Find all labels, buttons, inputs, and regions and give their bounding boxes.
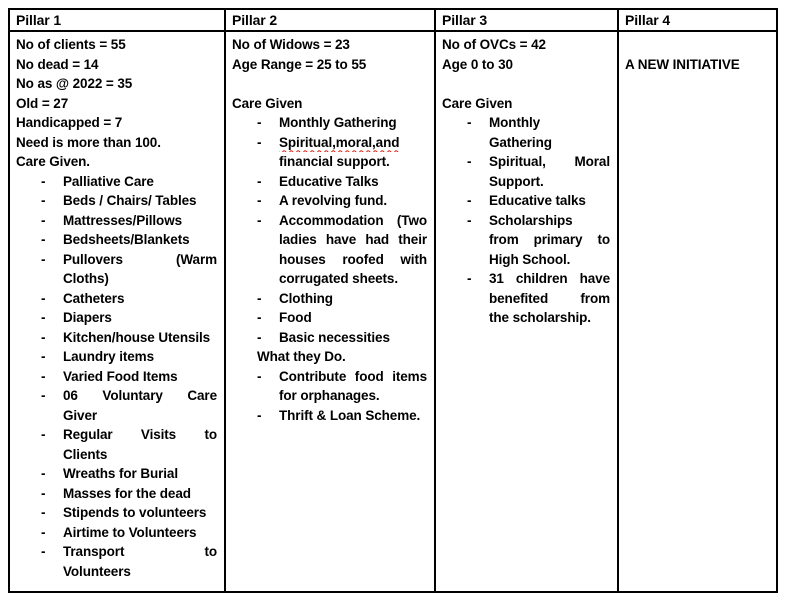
bullet-item: [232, 406, 427, 426]
bullet-item: [232, 211, 427, 289]
bullet-line: Monthly: [489, 115, 541, 130]
bullet-item: [16, 328, 217, 348]
bullet-line: Masses for the dead: [63, 485, 191, 501]
bullet-line: Scholarships: [489, 212, 573, 228]
column-header: Pillar 3: [436, 10, 617, 32]
bullet-marker: -: [41, 212, 46, 228]
bullet-item: [232, 113, 427, 133]
bullet-line: Airtime to Volunteers: [63, 524, 197, 540]
bullet-line: 31 children have: [489, 271, 610, 286]
bullet-line: financial support.: [279, 154, 390, 169]
bullet-marker: -: [467, 271, 472, 286]
bullet-line: Contribute food items: [279, 368, 427, 384]
text-line: Old = 27: [16, 95, 69, 111]
bullet-item: [232, 191, 427, 211]
text-line: Age Range = 25 to 55: [232, 56, 367, 72]
bullet-line: Regular Visits to: [63, 427, 217, 442]
bullet-item: [232, 289, 427, 309]
bullet-line: Transport to: [63, 544, 217, 559]
bullet-item: [442, 113, 610, 152]
column-header: Pillar 2: [226, 10, 434, 32]
bullet-marker: -: [41, 524, 46, 540]
bullet-line: Beds / Chairs/ Tables: [63, 193, 197, 208]
column-header: Pillar 1: [10, 10, 224, 32]
text-line: Care Given.: [16, 154, 90, 169]
bullet-marker: -: [41, 388, 46, 403]
bullet-line: Spiritual, Moral: [489, 154, 610, 169]
bullet-line: for orphanages.: [279, 388, 380, 403]
bullet-line: Accommodation (Two: [279, 212, 427, 228]
bullet-line: Cloths): [63, 271, 109, 286]
bullet-marker: -: [41, 251, 46, 267]
column-body: [10, 32, 224, 591]
pillar-column-2: [226, 10, 436, 591]
bullet-marker: -: [41, 544, 46, 559]
bullet-marker: -: [41, 368, 46, 384]
bullet-marker: -: [257, 134, 262, 150]
bullet-line: from primary to: [489, 232, 610, 247]
text-line: Care Given: [442, 95, 513, 111]
bullet-item: [16, 464, 217, 484]
bullet-line: Catheters: [63, 290, 125, 306]
bullet-line: Educative talks: [489, 193, 586, 208]
bullet-item: [16, 347, 217, 367]
bullet-item: [16, 386, 217, 425]
pillar-table: [8, 8, 778, 593]
bullet-line: Stipends to volunteers: [63, 505, 207, 520]
bullet-line: Kitchen/house Utensils: [63, 329, 211, 345]
bullet-line: Educative Talks: [279, 173, 379, 189]
bullet-item: [442, 269, 610, 328]
bullet-marker: -: [257, 290, 262, 306]
bullet-item: [16, 542, 217, 581]
text-line: Need is more than 100.: [16, 134, 161, 150]
bullet-marker: -: [467, 193, 472, 208]
bullet-marker: -: [257, 407, 262, 423]
bullet-item: [232, 133, 427, 172]
text-line: No as @ 2022 = 35: [16, 76, 133, 91]
bullet-line: Bedsheets/Blankets: [63, 232, 190, 247]
bullet-item: [16, 230, 217, 250]
bullet-item: [16, 425, 217, 464]
blank-line: [625, 35, 769, 55]
bullet-marker: -: [257, 193, 262, 208]
bullet-marker: -: [41, 232, 46, 247]
bullet-marker: -: [41, 173, 46, 189]
column-body: [226, 32, 434, 591]
text-line: No dead = 14: [16, 56, 99, 72]
bullet-marker: -: [467, 115, 472, 130]
bullet-line: Wreaths for Burial: [63, 466, 178, 481]
pillar-column-1: [10, 10, 226, 591]
pillar-column-3: [436, 10, 619, 591]
bullet-line: houses roofed with: [279, 251, 427, 267]
bullet-marker: -: [41, 427, 46, 442]
bullet-marker: -: [257, 212, 262, 228]
bullet-item: [16, 191, 217, 211]
text-line: No of clients = 55: [16, 37, 126, 52]
bullet-marker: -: [41, 466, 46, 481]
bullet-line: Palliative Care: [63, 173, 154, 189]
bullet-line: ladies have had their: [279, 232, 427, 247]
bullet-item: [442, 211, 610, 270]
bullet-line: Volunteers: [63, 563, 131, 579]
column-body: [619, 32, 776, 591]
bullet-marker: -: [257, 115, 262, 130]
bullet-marker: -: [41, 485, 46, 501]
bullet-item: [16, 211, 217, 231]
misspelled-text: Spiritual,moral,and: [279, 134, 400, 150]
bullet-line: High School.: [489, 251, 571, 267]
bullet-item: [16, 523, 217, 543]
bullet-marker: -: [41, 290, 46, 306]
bullet-line: Clients: [63, 446, 108, 462]
bullet-marker: -: [257, 173, 262, 189]
bullet-line: Basic necessities: [279, 329, 390, 345]
bullet-line: A revolving fund.: [279, 193, 388, 208]
bullet-item: [16, 289, 217, 309]
bullet-item: [232, 328, 427, 348]
bullet-line: 06 Voluntary Care: [63, 388, 217, 403]
bullet-marker: -: [41, 349, 46, 364]
blank-line: [232, 74, 427, 94]
bullet-line: Varied Food Items: [63, 368, 178, 384]
bullet-line: benefited from: [489, 290, 610, 306]
text-line: Care Given: [232, 95, 303, 111]
bullet-item: [232, 308, 427, 328]
bullet-line: Diapers: [63, 310, 112, 325]
column-header: Pillar 4: [619, 10, 776, 32]
text-line: No of OVCs = 42: [442, 37, 546, 52]
bullet-marker: -: [257, 329, 262, 345]
blank-line: [442, 74, 610, 94]
bullet-item: [16, 503, 217, 523]
text-line: Age 0 to 30: [442, 56, 513, 72]
bullet-line: Mattresses/Pillows: [63, 212, 183, 228]
bullet-item: [232, 172, 427, 192]
bullet-marker: -: [41, 310, 46, 325]
bullet-marker: -: [41, 329, 46, 345]
bullet-item: [16, 172, 217, 192]
text-line: No of Widows = 23: [232, 37, 350, 52]
bullet-marker: -: [467, 212, 472, 228]
bullet-line: Giver: [63, 407, 98, 423]
bullet-item: [232, 367, 427, 406]
text-line: A NEW INITIATIVE: [625, 56, 740, 72]
text-line: Handicapped = 7: [16, 115, 123, 130]
bullet-item: [442, 191, 610, 211]
bullet-line: Monthly Gathering: [279, 115, 397, 130]
bullet-line: Thrift & Loan Scheme.: [279, 407, 421, 423]
subheading-line: What they Do.: [257, 349, 346, 364]
pillar-column-4: [619, 10, 776, 591]
bullet-line: Support.: [489, 173, 544, 189]
bullet-line: [279, 133, 427, 153]
bullet-line: Pullovers (Warm: [63, 251, 217, 267]
bullet-item: [16, 308, 217, 328]
bullet-marker: -: [257, 310, 262, 325]
bullet-marker: -: [467, 154, 472, 169]
bullet-marker: -: [41, 193, 46, 208]
bullet-line: corrugated sheets.: [279, 271, 398, 286]
bullet-line: Gathering: [489, 134, 552, 150]
bullet-item: [442, 152, 610, 191]
bullet-item: [16, 250, 217, 289]
bullet-line: Laundry items: [63, 349, 154, 364]
column-body: [436, 32, 617, 591]
bullet-line: Clothing: [279, 290, 333, 306]
bullet-line: the scholarship.: [489, 310, 591, 325]
bullet-item: [16, 367, 217, 387]
bullet-line: Food: [279, 310, 312, 325]
bullet-marker: -: [41, 505, 46, 520]
bullet-marker: -: [257, 368, 262, 384]
bullet-item: [16, 484, 217, 504]
